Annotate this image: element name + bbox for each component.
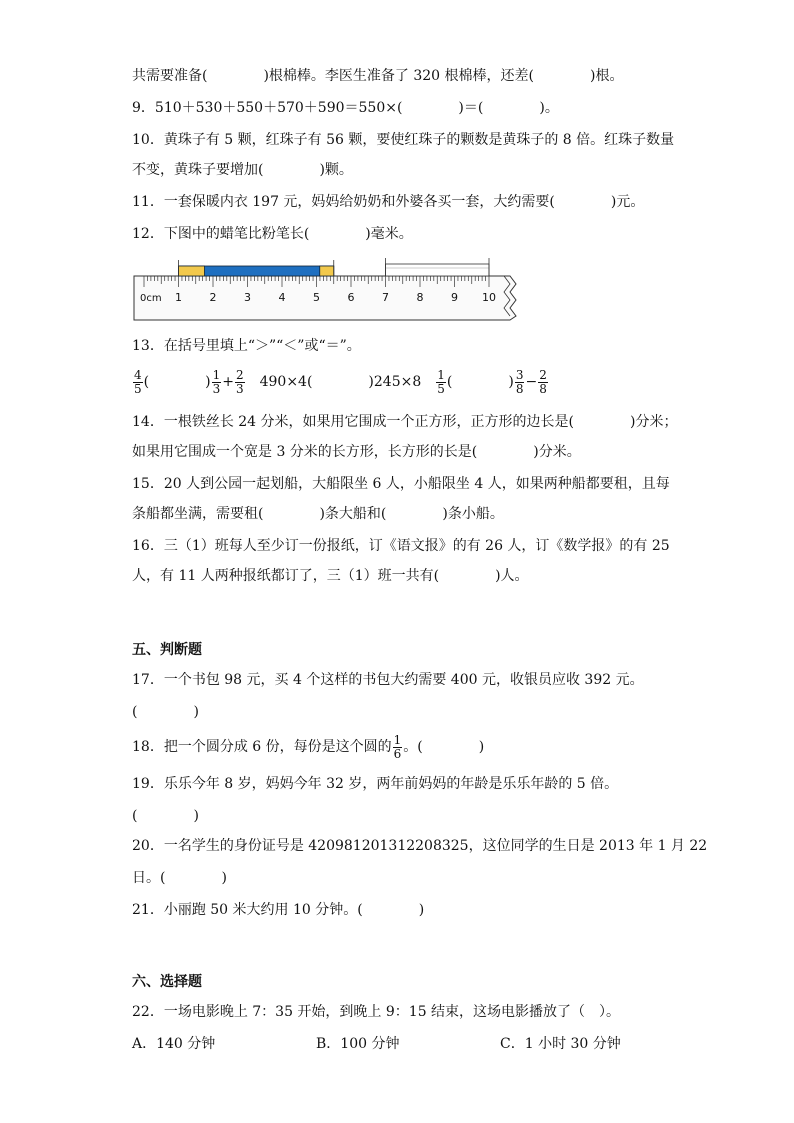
question-18 (132, 732, 484, 762)
fraction-1-6 (393, 734, 403, 761)
fraction-1-3 (212, 369, 222, 396)
fraction-numerator: 2 (539, 367, 547, 382)
option-a[interactable]: A．140 分钟 (132, 1036, 216, 1052)
question-14-line1: 14．一根铁丝长 24 分米，如果用它围成一个正方形，正方形的边长是( )分米； (132, 414, 678, 430)
ruler-tick-label: 3 (244, 291, 251, 304)
fraction-2-3 (235, 369, 245, 396)
question-18-answer[interactable]: 。( ) (403, 739, 485, 755)
fraction-numerator: 3 (515, 367, 524, 382)
question-11: 11．一套保暖内衣 197 元，妈妈给奶奶和外婆各买一套，大约需要( )元。 (132, 194, 645, 210)
plus-sign: + (222, 374, 234, 390)
fraction-denominator: 8 (539, 381, 547, 396)
question-13: 13．在括号里填上“＞”“＜”或“＝”。 (132, 338, 361, 354)
comparison-490x4: 490×4( )245×8 (259, 374, 422, 390)
section-5-heading: 五、判断题 (132, 642, 202, 658)
fraction-denominator: 3 (212, 381, 221, 396)
question-21[interactable]: 21．小丽跑 50 米大约用 10 分钟。( ) (132, 902, 425, 918)
question-12: 12．下图中的蜡笔比粉笔长( )毫米。 (132, 226, 413, 242)
q8-continuation: 共需要准备( )根棉棒。李医生准备了 320 根棉棒，还差( )根。 (132, 68, 624, 84)
chalk (386, 264, 490, 276)
question-15-line1: 15．20 人到公园一起划船，大船限坐 6 人，小船限坐 4 人，如果两种船都要租，且每 (132, 476, 670, 492)
answer-blank[interactable]: ( ) (143, 374, 211, 390)
ruler-tick-label: 5 (313, 291, 320, 304)
fraction-2-8 (538, 369, 548, 396)
question-17-answer[interactable]: ( ) (132, 704, 199, 720)
ruler-tick-label: 4 (278, 291, 286, 304)
minus-sign: − (525, 374, 538, 390)
option-b[interactable]: B．100 分钟 (316, 1036, 400, 1052)
fraction-4-5 (133, 369, 143, 396)
question-19-answer[interactable]: ( ) (132, 808, 199, 824)
question-9: 9．510＋530＋550＋570＋590＝550×( )＝( )。 (132, 100, 559, 116)
fraction-numerator: 1 (393, 732, 402, 747)
fraction-numerator: 1 (437, 367, 445, 382)
fraction-3-8 (515, 369, 525, 396)
fraction-denominator: 8 (515, 381, 524, 396)
crayon-tip-band (320, 266, 334, 276)
question-10-line1: 10．黄珠子有 5 颗，红珠子有 56 颗，要使红珠子的颗数是黄珠子的 8 倍。红珠子数量 (132, 132, 675, 148)
question-16-line2: 人，有 11 人两种报纸都订了，三（1）班一共有( )人。 (132, 568, 529, 584)
question-19-line1: 19．乐乐今年 8 岁，妈妈今年 32 岁，两年前妈妈的年龄是乐乐年龄的 5 倍。 (132, 776, 619, 792)
fraction-denominator: 3 (235, 381, 244, 396)
question-15-line2: 条船都坐满，需要租( )条大船和( )条小船。 (132, 506, 504, 522)
ruler-tick-label: 1 (175, 291, 182, 304)
fraction-numerator: 1 (212, 367, 221, 382)
crayon-end-band (179, 266, 205, 276)
question-20-line1: 20．一名学生的身份证号是 420981201312208325，这位同学的生日是 2013 年 1 月 22 (132, 838, 708, 854)
question-14-line2: 如果用它围成一个宽是 3 分米的长方形，长方形的长是( )分米。 (132, 444, 581, 460)
question-10-line2: 不变，黄珠子要增加( )颗。 (132, 162, 353, 178)
ruler-figure (132, 256, 522, 328)
ruler-body (134, 276, 516, 320)
ruler-tick-label: 8 (416, 291, 424, 304)
answer-blank[interactable]: ( ) (446, 374, 514, 390)
ruler-zero-label: 0cm (140, 293, 162, 304)
fraction-numerator: 4 (134, 367, 142, 382)
option-c[interactable]: C．1 小时 30 分钟 (500, 1036, 621, 1052)
ruler-tick-label: 10 (482, 291, 496, 304)
question-18-text: 18．把一个圆分成 6 份，每份是这个圆的 (132, 739, 392, 755)
ruler-tick-label: 9 (451, 291, 458, 304)
fraction-denominator: 6 (393, 746, 402, 761)
question-17-line1: 17．一个书包 98 元，买 4 个这样的书包大约需要 400 元，收银员应收 392 元。 (132, 672, 644, 688)
ruler-diagram (132, 256, 522, 324)
ruler-tick-label: 6 (347, 291, 355, 304)
fraction-numerator: 2 (235, 367, 244, 382)
fraction-denominator: 5 (134, 381, 142, 396)
section-6-heading: 六、选择题 (132, 974, 202, 990)
fraction-denominator: 5 (437, 381, 445, 396)
fraction-1-5 (436, 369, 446, 396)
ruler-tick-label: 2 (209, 291, 217, 304)
question-13-comparisons (132, 366, 549, 398)
question-20-line2[interactable]: 日。( ) (132, 870, 227, 886)
question-16-line1: 16．三（1）班每人至少订一份报纸，订《语文报》的有 26 人，订《数学报》的有 25 (132, 538, 670, 554)
question-22: 22．一场电影晚上 7：35 开始，到晚上 9：15 结束，这场电影播放了（ ）。 (132, 1004, 621, 1020)
ruler-tick-label: 7 (382, 291, 389, 304)
